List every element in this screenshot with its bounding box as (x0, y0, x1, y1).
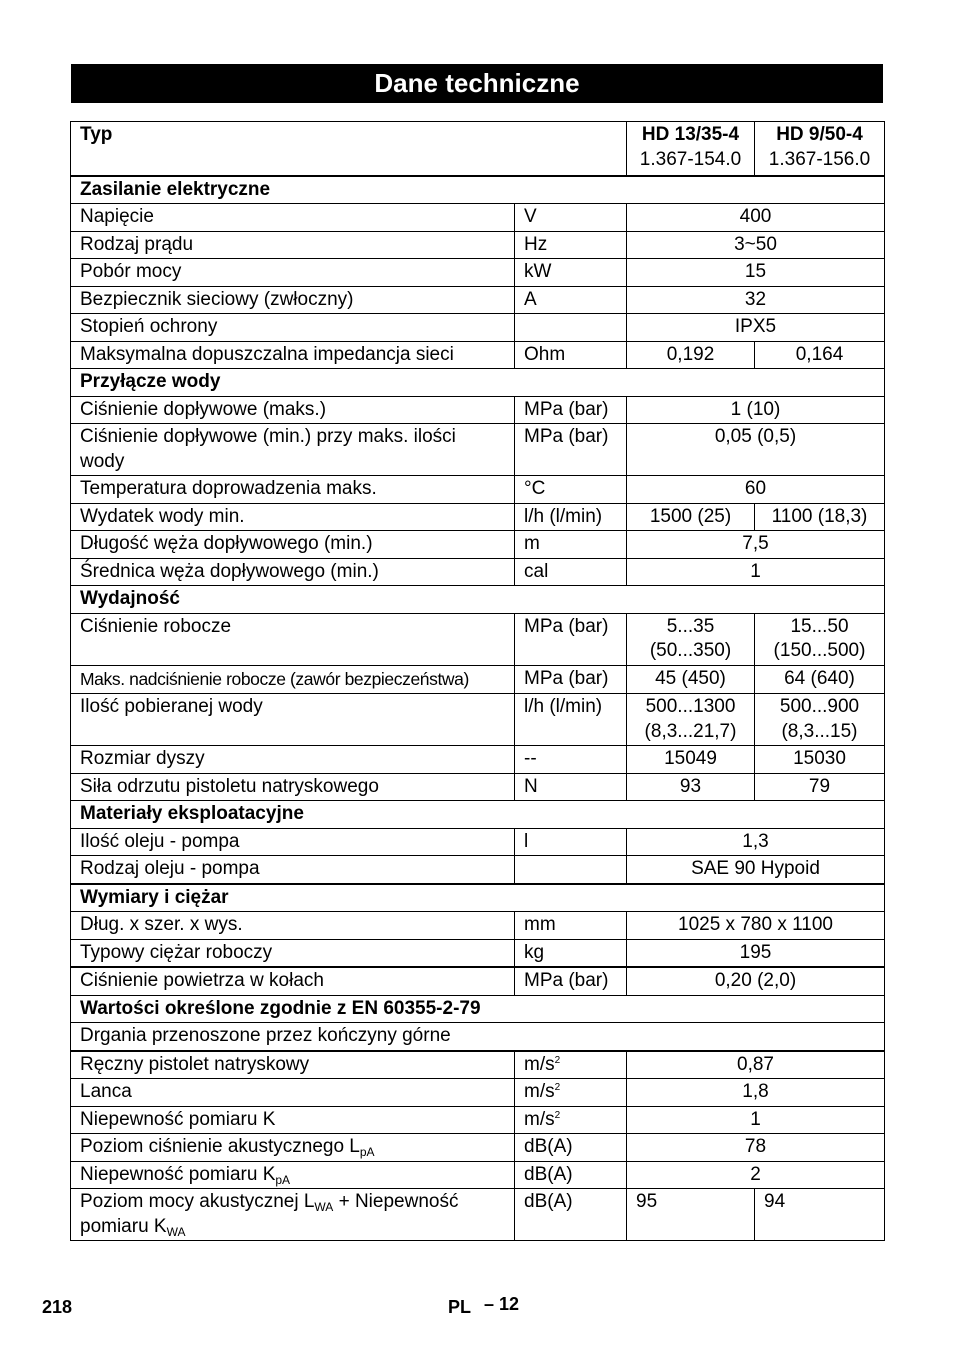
row-unit: dB(A) (515, 1189, 627, 1241)
row-label: Siła odrzutu pistoletu natryskowego (71, 773, 515, 801)
row-label: Temperatura doprowadzenia maks. (71, 476, 515, 504)
row-value: 1,8 (627, 1079, 885, 1107)
label-sub: pA (359, 1145, 375, 1159)
row-value: 195 (627, 939, 885, 967)
table-row (71, 1134, 885, 1162)
value-line: 500...1300 (645, 696, 736, 717)
row-value: 3~50 (627, 231, 885, 259)
unit-sup: 2 (554, 1109, 561, 1121)
table-row (71, 1079, 885, 1107)
model1-name: HD 13/35-4 (641, 124, 740, 145)
row-label: Wydatek wody min. (71, 503, 515, 531)
section-values: Wartości określone zgodnie z EN 60355-2-79 (71, 995, 885, 1023)
label-sub: pA (275, 1172, 291, 1187)
row-label (71, 1134, 515, 1162)
table-row (71, 1161, 885, 1189)
row-label: Maksymalna dopuszczalna impedancja sieci (71, 341, 515, 369)
row-unit (515, 1051, 627, 1079)
row-unit: kg (515, 939, 627, 967)
row-label: Rodzaj prądu (71, 231, 515, 259)
section-dimensions: Wymiary i ciężar (71, 884, 885, 912)
row-label: Ciśnienie dopływowe (min.) przy maks. ilości wody (71, 424, 515, 476)
value-line: (50...350) (649, 640, 732, 661)
row-label: Ciśnienie dopływowe (maks.) (71, 396, 515, 424)
model2-code: 1.367-156.0 (768, 148, 871, 170)
table-row (71, 613, 885, 665)
row-unit: m (515, 531, 627, 559)
row-unit: V (515, 204, 627, 232)
row-value-model1 (627, 613, 755, 665)
row-value: 60 (627, 476, 885, 504)
row-label: Ilość pobieranej wody (71, 694, 515, 746)
row-label: Napięcie (71, 204, 515, 232)
row-value: 0,20 (2,0) (627, 967, 885, 995)
section-performance: Wydajność (71, 586, 885, 614)
row-value: IPX5 (627, 314, 885, 342)
row-unit: MPa (bar) (515, 424, 627, 476)
table-row (71, 746, 885, 774)
table-row (71, 967, 885, 995)
row-value: 1 (627, 558, 885, 586)
row-label: Ręczny pistolet natryskowy (71, 1051, 515, 1079)
row-unit: N (515, 773, 627, 801)
row-label: Niepewność pomiaru K (71, 1106, 515, 1134)
row-value: 2 (627, 1161, 885, 1189)
label-text: Poziom mocy akustycznej L (80, 1191, 315, 1212)
row-value-model2 (755, 613, 885, 665)
row-label: Typowy ciężar roboczy (71, 939, 515, 967)
row-value-model2: 79 (755, 773, 885, 801)
model1-code: 1.367-154.0 (639, 148, 742, 170)
table-row (71, 341, 885, 369)
row-unit (515, 314, 627, 342)
row-unit: MPa (bar) (515, 967, 627, 995)
row-value: 0,05 (0,5) (627, 424, 885, 476)
row-unit: dB(A) (515, 1161, 627, 1189)
row-value: 1 (10) (627, 396, 885, 424)
row-value-model1: 93 (627, 773, 755, 801)
section-row (71, 884, 885, 912)
unit-text: m/s (524, 1081, 555, 1102)
row-value-model2: 15030 (755, 746, 885, 774)
row-label: Rodzaj oleju - pompa (71, 856, 515, 884)
table-row (71, 204, 885, 232)
row-unit: mm (515, 912, 627, 940)
row-label: Dług. x szer. x wys. (71, 912, 515, 940)
section-row (71, 995, 885, 1023)
row-unit (515, 1106, 627, 1134)
label-sub: WA (314, 1200, 334, 1214)
label-text: Poziom ciśnienie akustycznego L (80, 1136, 360, 1157)
section-row (71, 176, 885, 204)
page-title: Dane techniczne (71, 64, 883, 103)
model1-header (627, 122, 755, 176)
row-unit: MPa (bar) (515, 613, 627, 665)
table-row (71, 1051, 885, 1079)
row-label: Rozmiar dyszy (71, 746, 515, 774)
row-value-model2: 1100 (18,3) (755, 503, 885, 531)
row-unit: MPa (bar) (515, 396, 627, 424)
table-row (71, 558, 885, 586)
row-value: 1,3 (627, 828, 885, 856)
table-row (71, 503, 885, 531)
unit-text: m/s (524, 1053, 555, 1075)
row-label: Ciśnienie powietrza w kołach (71, 967, 515, 995)
row-value-model2 (755, 694, 885, 746)
row-unit: Hz (515, 231, 627, 259)
value-line: 500...900 (779, 696, 860, 717)
table-row (71, 939, 885, 967)
row-value: 400 (627, 204, 885, 232)
table-row (71, 424, 885, 476)
row-unit: cal (515, 558, 627, 586)
table-row (71, 1189, 885, 1241)
row-unit: Ohm (515, 341, 627, 369)
row-value-model1: 45 (450) (627, 665, 755, 694)
row-label: Długość węża dopływowego (min.) (71, 531, 515, 559)
table-row (71, 856, 885, 884)
row-unit: l (515, 828, 627, 856)
table-row (71, 1106, 885, 1134)
row-label-text: Maks. nadciśnienie robocze (zawór bezpieczeństwa) (80, 668, 469, 689)
row-label: Średnica węża dopływowego (min.) (71, 558, 515, 586)
row-label: Ilość oleju - pompa (71, 828, 515, 856)
row-label: Pobór mocy (71, 259, 515, 287)
type-label: Typ (71, 122, 627, 176)
row-value-model1: 15049 (627, 746, 755, 774)
row-unit (515, 1079, 627, 1107)
row-value: SAE 90 Hypoid (627, 856, 885, 884)
table-row (71, 286, 885, 314)
model2-header (755, 122, 885, 176)
section-water: Przyłącze wody (71, 369, 885, 397)
label-sub: WA (166, 1224, 186, 1239)
row-value-model1: 95 (627, 1189, 755, 1241)
table-row (71, 231, 885, 259)
table-row (71, 476, 885, 504)
table-row (71, 314, 885, 342)
table-row (71, 694, 885, 746)
table-row (71, 773, 885, 801)
row-unit: MPa (bar) (515, 665, 627, 694)
row-unit: -- (515, 746, 627, 774)
table-row (71, 531, 885, 559)
table-row (71, 828, 885, 856)
row-value: 32 (627, 286, 885, 314)
row-unit: l/h (l/min) (515, 503, 627, 531)
unit-sup: 2 (554, 1054, 561, 1066)
row-value-model1: 1500 (25) (627, 503, 755, 531)
row-unit: dB(A) (515, 1134, 627, 1162)
row-label (71, 1189, 515, 1241)
unit-text: m/s (524, 1108, 555, 1130)
spec-table (70, 121, 885, 1241)
row-label (71, 1161, 515, 1189)
row-unit: kW (515, 259, 627, 287)
row-value-model2: 0,164 (755, 341, 885, 369)
section-consumables: Materiały eksploatacyjne (71, 801, 885, 829)
row-value-model1 (627, 694, 755, 746)
row-unit (515, 856, 627, 884)
table-row (71, 259, 885, 287)
header-row (71, 122, 885, 176)
label-text: + Niepewność pomiaru K (80, 1191, 459, 1237)
row-value: 7,5 (627, 531, 885, 559)
table-row (71, 396, 885, 424)
row-value: 0,87 (627, 1051, 885, 1079)
row-unit: l/h (l/min) (515, 694, 627, 746)
row-value: 1 (627, 1106, 885, 1134)
row-unit: °C (515, 476, 627, 504)
value-line: 5...35 (666, 615, 715, 637)
value-line: 15...50 (790, 615, 849, 637)
row-label: Bezpiecznik sieciowy (zwłoczny) (71, 286, 515, 314)
language-code: PL (448, 1297, 472, 1317)
row-label: Drgania przenoszone przez kończyny górne (71, 1023, 885, 1051)
row-value: 15 (627, 259, 885, 287)
section-row (71, 369, 885, 397)
label-text: Niepewność pomiaru K (80, 1163, 276, 1185)
row-unit: A (515, 286, 627, 314)
row-label: Lanca (71, 1079, 515, 1107)
model2-name: HD 9/50-4 (776, 124, 863, 145)
table-row (71, 665, 885, 694)
value-line: (150...500) (773, 640, 866, 661)
page-number: 218 (42, 1297, 73, 1317)
value-line: (8,3...15) (781, 720, 858, 742)
row-label (71, 665, 515, 694)
row-value-model2: 94 (755, 1189, 885, 1241)
value-line: (8,3...21,7) (644, 720, 737, 742)
row-label: Ciśnienie robocze (71, 613, 515, 665)
section-row (71, 586, 885, 614)
section-power: Zasilanie elektryczne (71, 176, 885, 204)
section-row (71, 801, 885, 829)
row-value-model2: 64 (640) (755, 665, 885, 694)
row-label: Stopień ochrony (71, 314, 515, 342)
unit-sup: 2 (554, 1082, 561, 1093)
row-value: 78 (627, 1134, 885, 1162)
table-row (71, 912, 885, 940)
row-value: 1025 x 780 x 1100 (627, 912, 885, 940)
table-row (71, 1023, 885, 1051)
row-value-model1: 0,192 (627, 341, 755, 369)
section-page-number: – 12 (484, 1294, 520, 1314)
